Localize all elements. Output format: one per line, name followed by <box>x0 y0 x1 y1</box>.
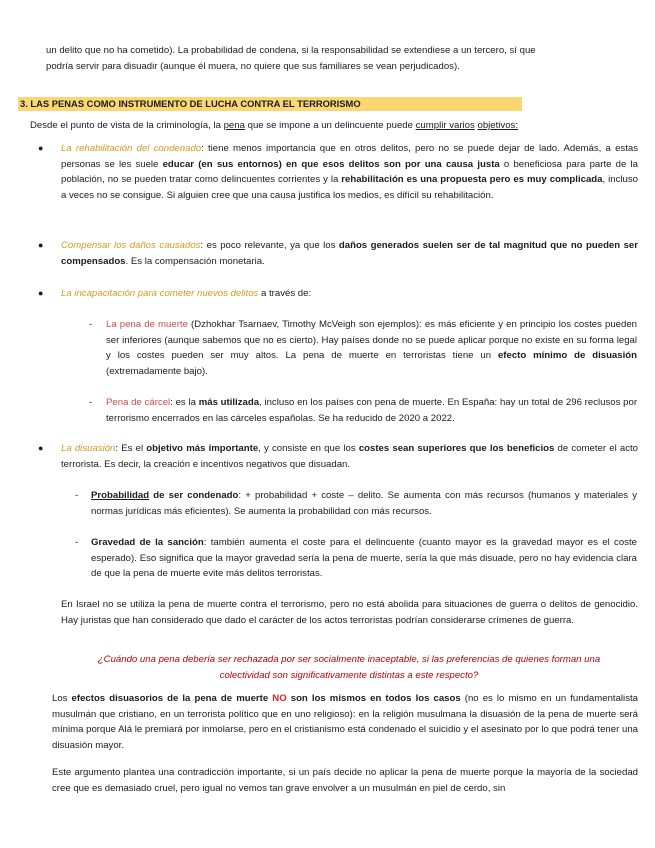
dash-marker: - <box>75 490 79 501</box>
gravedad-text: : también aumenta el coste para el delincuente (cuanto mayor es la gravedad mayor es el coste esperado). Eso significa que la mayor gravedad sería la pena de muerte, sería la que más disuade, pero no hay evidencia clara de que la pena de muerte evite más delitos terroristas. <box>91 537 637 580</box>
rehab-bold-2: rehabilitación es una propuesta pero es muy complicada <box>341 174 603 186</box>
lead-text-a: Desde el punto de vista de la criminología, la <box>30 120 224 131</box>
bullet-rehabilitacion <box>61 141 638 203</box>
bullet-marker: ● <box>38 288 44 298</box>
carcel-bold-1: más utilizada <box>198 397 260 408</box>
efectos-text-1: (no es lo mismo en un fundamentalista musulmán que cristiano, en un terrorista político que en uno religioso): en la religión musulmana la disuasión de la pena de muerte será mínima porque Alá le premiará por inmolarse, pero en el cristianismo está condenado el suicidio y el asesinato por lo que podrá tener una disuasión mayor. <box>52 693 638 751</box>
term-pena-de-carcel: Pena de cárcel <box>106 397 171 408</box>
lead-pena: pena <box>223 120 245 131</box>
intro-line-1: un delito que no ha cometido). La probabilidad de condena, si la responsabilidad se extendiese a un tercero, sí que <box>46 45 536 56</box>
term-compensar: Compensar los daños causados <box>61 240 201 251</box>
dash-marker: - <box>75 537 79 548</box>
sub-gravedad <box>91 535 637 582</box>
section-lead <box>30 118 630 134</box>
gravedad-bold: Gravedad de la sanción <box>91 537 204 548</box>
compensar-bold-1: daños generados suelen ser de tal magnitud que no pueden ser compensados <box>61 240 638 267</box>
disuasion-text-1: : Es el <box>115 443 147 454</box>
bullet-marker: ● <box>38 443 44 453</box>
efectos-no-emphasis: NO <box>272 693 287 704</box>
disuasion-text-3: de cometer el acto terrorista. Es decir, la creación e incentivos negativos que disuadan. <box>61 443 639 470</box>
muerte-text-2: (extremadamente bajo). <box>106 365 208 377</box>
lead-text-c: que se impone a un delincuente puede <box>244 120 416 131</box>
lead-cumplir: cumplir varios <box>415 120 475 131</box>
section-heading: 3. LAS PENAS COMO INSTRUMENTO DE LUCHA CONTRA EL TERRORISMO <box>18 97 522 111</box>
lead-objetivos: objetivos: <box>477 120 519 131</box>
probabilidad-bold: de ser condenado <box>149 490 239 501</box>
muerte-bold-1: efecto mínimo de disuasión <box>497 350 637 362</box>
bullet-marker: ● <box>38 143 44 153</box>
question-line-1: ¿Cuándo una pena debería ser rechazada por ser socialmente inaceptable, si las preferencias de quienes forman una <box>97 654 601 665</box>
rehab-text-1: : tiene menos importancia que en otros delitos, pero no se puede dejar de lado. Además, a estas personas se les suele <box>61 143 638 170</box>
probabilidad-underlined: Probabilidad <box>91 490 150 501</box>
sub-probabilidad <box>91 488 637 519</box>
bullet-marker: ● <box>38 240 44 250</box>
reflection-question <box>58 652 640 683</box>
sub-pena-de-carcel <box>106 395 637 426</box>
term-disuasion: La disuasión <box>61 443 116 454</box>
compensar-text-1: : es poco relevante, ya que los <box>200 240 339 251</box>
dash-marker: - <box>89 319 93 330</box>
term-incapacitacion: La incapacitación para cometer nuevos delitos <box>61 288 259 299</box>
disuasion-text-2: , y consiste en que los <box>258 443 359 454</box>
efectos-paragraph <box>52 691 638 753</box>
term-rehabilitacion: La rehabilitación del condenado <box>61 143 202 154</box>
sub-pena-de-muerte <box>106 317 637 379</box>
intro-line-2: podría servir para disuadir (aunque él muera, no quiere que sus familiares se vean perjudicados). <box>46 60 460 72</box>
term-pena-de-muerte: La pena de muerte <box>106 319 188 330</box>
rehab-text-3: , incluso a veces no se consigue. Si alguien cree que una causa justifica los medios, es difícil su rehabilitación. <box>61 174 638 201</box>
last-paragraph: Este argumento plantea una contradicción importante, si un país decide no aplicar la pena de muerte porque la mayoría de la sociedad cree que es demasiado cruel, pero igual no vemos tan grave envolver a un musulmán en piel de cerdo, sin <box>52 767 638 794</box>
rehab-bold-1: educar (en sus entornos) en que esos delitos son por una causa justa <box>162 158 500 170</box>
bullet-disuasion <box>61 441 638 472</box>
efectos-text-0: Los <box>52 693 72 704</box>
efectos-bold-1: efectos disuasorios de la pena de muerte <box>71 693 273 704</box>
israel-paragraph: En Israel no se utiliza la pena de muerte contra el terrorismo, pero no está abolida para situaciones de guerra o delitos de genocidio. Hay juristas que han considerado que dado el carácter de los actos terroristas podrían considerarse crímenes de guerra. <box>61 599 638 626</box>
carcel-text-1: : es la <box>170 397 199 408</box>
incapacitacion-text-1: a través de: <box>258 288 312 299</box>
efectos-bold-2: son los mismos en todos los casos <box>286 693 461 704</box>
bullet-compensar <box>61 238 638 269</box>
compensar-text-2: . Es la compensación monetaria. <box>125 255 265 267</box>
muerte-text-1: (Dzhokhar Tsarnaev, Timothy McVeigh son ejemplos): es más eficiente y en principio los costes pueden ser inferiores (aunque sabemos que no es cierto). Hay países donde no se puede aplicar porque no existe en su forma legal y los costes pueden ser muy altos. La pena de muerte en terroristas tiene un <box>106 319 637 362</box>
rehab-text-2: o beneficiosa para parte de la población, no se pueden tratar como delincuentes corrientes y la <box>61 158 638 186</box>
disuasion-bold-2: costes sean superiores que los beneficios <box>358 443 555 454</box>
bullet-incapacitacion <box>61 286 638 302</box>
carcel-text-2: , incluso en los países con pena de muerte. En España: hay un total de 296 reclusos por terrorismo encerrados en las cárceles españolas. Se ha reducido de 2020 a 2022. <box>106 397 638 424</box>
intro-paragraph <box>46 43 640 74</box>
dash-marker: - <box>89 397 93 408</box>
probabilidad-text: : + probabilidad + coste – delito. Se aumenta con más recursos (humanos y materiales y normas jurídicas más eficientes). Se aumenta la probabilidad con más recursos. <box>91 490 637 517</box>
question-line-2: colectividad son significativamente distintas a este respecto? <box>219 669 479 681</box>
disuasion-bold-1: objetivo más importante <box>146 443 259 454</box>
